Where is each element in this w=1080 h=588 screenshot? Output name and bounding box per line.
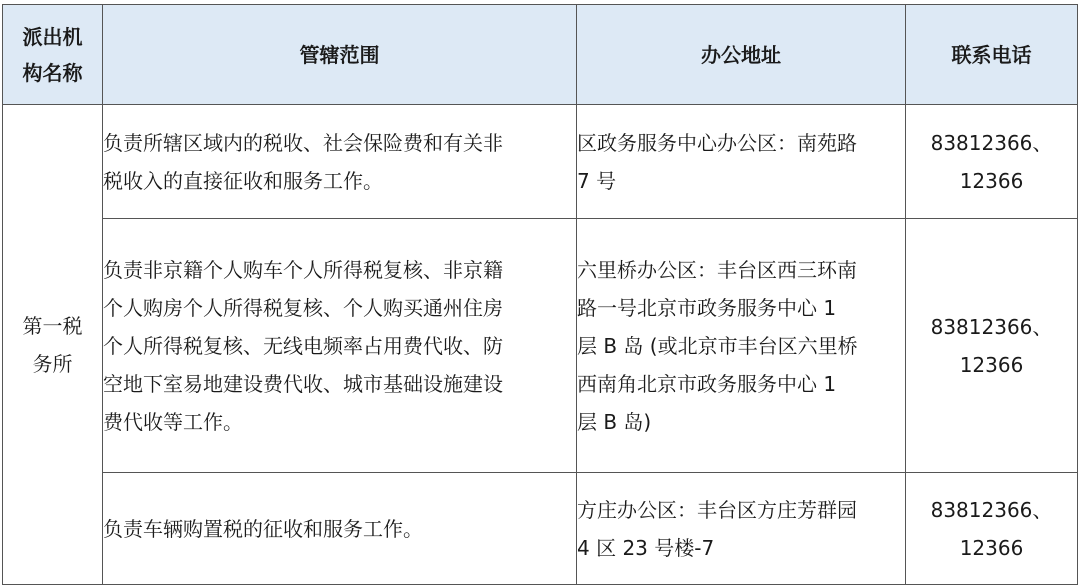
phone-line: 12366 [959, 168, 1024, 193]
scope-line: 空地下室易地建设费代收、城市基础设施建设 [103, 371, 503, 396]
header-office-name [3, 5, 103, 105]
address-line: 7 号 [577, 168, 617, 193]
scope-line: 负责车辆购置税的征收和服务工作。 [103, 516, 423, 541]
address-line: 路一号北京市政务服务中心 1 [577, 295, 837, 320]
scope-line: 负责非京籍个人购车个人所得税复核、非京籍 [103, 257, 503, 282]
address-cell [577, 219, 906, 473]
phone-line: 12366 [959, 535, 1024, 560]
scope-cell [103, 105, 577, 219]
address-line: 六里桥办公区：丰台区西三环南 [577, 257, 857, 282]
table-row [3, 473, 1078, 585]
phone-cell [906, 473, 1078, 585]
phone-cell [906, 219, 1078, 473]
address-line: 西南角北京市政务服务中心 1 [577, 371, 837, 396]
scope-line: 负责所辖区域内的税收、社会保险费和有关非 [103, 130, 503, 155]
phone-cell [906, 105, 1078, 219]
scope-line: 税收入的直接征收和服务工作。 [103, 168, 383, 193]
phone-line: 83812366、 [930, 130, 1053, 155]
address-cell [577, 105, 906, 219]
header-office-name-line1: 派出机 [22, 24, 83, 49]
header-phone: 联系电话 [906, 5, 1078, 105]
phone-line: 83812366、 [930, 497, 1053, 522]
header-jurisdiction: 管辖范围 [103, 5, 577, 105]
table-row [3, 219, 1078, 473]
address-line: 区政务服务中心办公区：南苑路 [577, 130, 857, 155]
scope-line: 个人所得税复核、无线电频率占用费代收、防 [103, 333, 503, 358]
office-name-line2: 务所 [32, 351, 73, 376]
table-row [3, 105, 1078, 219]
table-body [3, 105, 1078, 585]
address-cell [577, 473, 906, 585]
scope-cell [103, 473, 577, 585]
address-line: 4 区 23 号楼-7 [577, 535, 715, 560]
tax-office-table [2, 4, 1078, 585]
table-header [3, 5, 1078, 105]
address-line: 方庄办公区：丰台区方庄芳群园 [577, 497, 857, 522]
phone-line: 83812366、 [930, 314, 1053, 339]
header-row [3, 5, 1078, 105]
phone-line: 12366 [959, 352, 1024, 377]
header-office-name-line2: 构名称 [22, 60, 83, 85]
office-name-cell [3, 105, 103, 585]
address-line: 层 B 岛) [577, 409, 652, 434]
scope-line: 费代收等工作。 [103, 409, 243, 434]
office-name-line1: 第一税 [22, 313, 83, 338]
address-line: 层 B 岛 (或北京市丰台区六里桥 [577, 333, 858, 358]
scope-cell [103, 219, 577, 473]
scope-line: 个人购房个人所得税复核、个人购买通州住房 [103, 295, 503, 320]
header-address: 办公地址 [577, 5, 906, 105]
